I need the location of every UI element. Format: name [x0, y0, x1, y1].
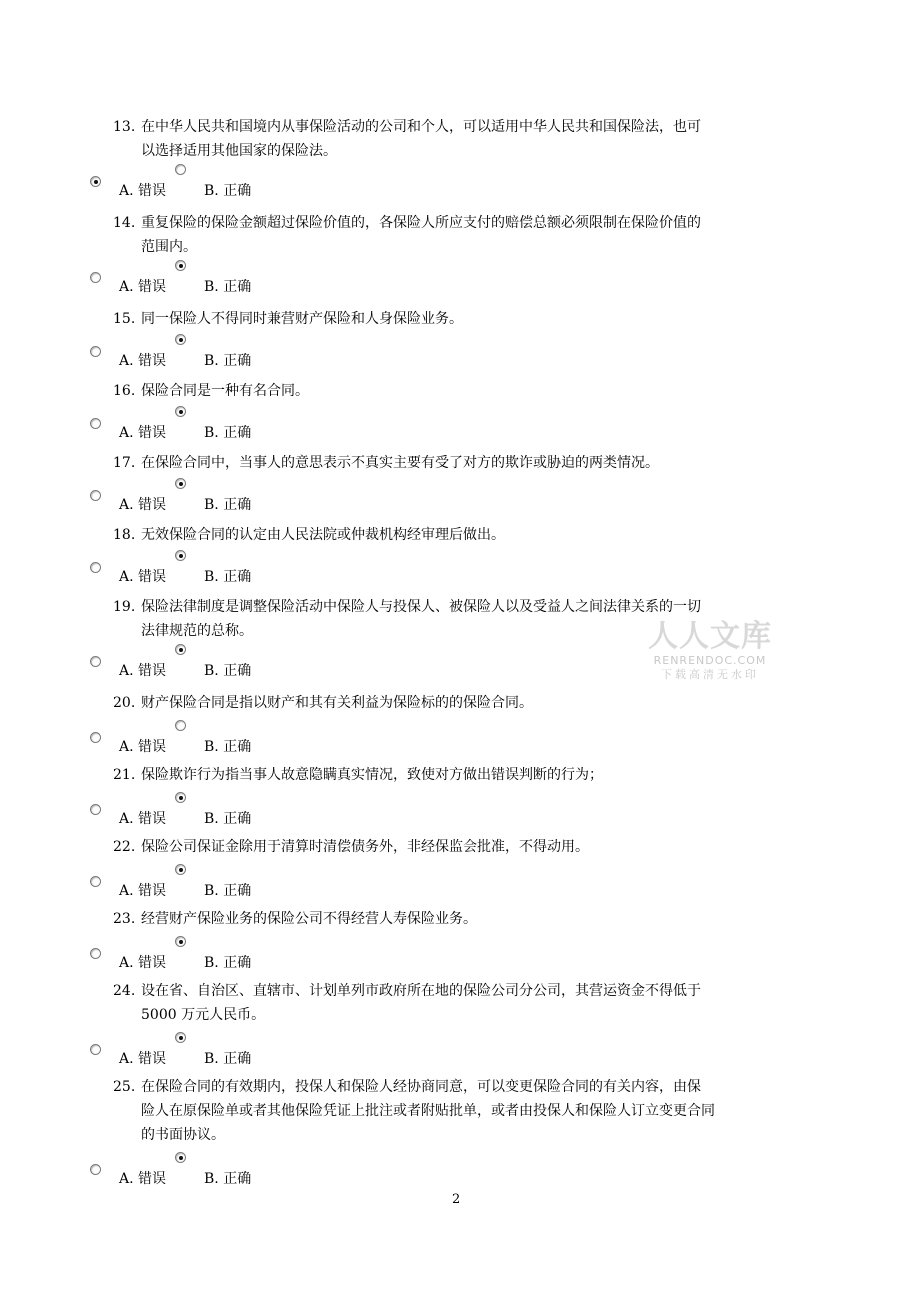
- question-text-line: 在中华人民共和国境内从事保险活动的公司和个人，可以适用中华人民共和国保险法，也可: [141, 119, 701, 135]
- radio-option-a[interactable]: [90, 1044, 101, 1055]
- question-text-line: 设在省、自治区、直辖市、计划单列市政府所在地的保险公司分公司，其营运资金不得低于: [141, 983, 701, 999]
- question-text-line: 以选择适用其他国家的保险法。: [141, 143, 337, 159]
- answer-options: [88, 176, 348, 202]
- radio-option-a[interactable]: [90, 948, 101, 959]
- question-number: 21.: [113, 767, 136, 783]
- question-18: [113, 523, 773, 547]
- radio-option-b[interactable]: [175, 936, 186, 947]
- option-a-label: A. 错误: [119, 279, 167, 295]
- watermark-title: 人人文库: [648, 619, 772, 654]
- answer-options: [88, 1044, 348, 1070]
- question-13: [113, 115, 773, 163]
- question-16: [113, 379, 773, 403]
- watermark: [648, 620, 772, 682]
- question-text-line: 同一保险人不得同时兼营财产保险和人身保险业务。: [141, 311, 463, 327]
- question-text-line: 的书面协议。: [141, 1127, 225, 1143]
- answer-options: [88, 732, 348, 758]
- page-number: 2: [452, 1192, 461, 1207]
- question-text-line: 保险法律制度是调整保险活动中保险人与投保人、被保险人以及受益人之间法律关系的一切: [141, 599, 701, 615]
- question-text-line: 无效保险合同的认定由人民法院或仲裁机构经审理后做出。: [141, 527, 505, 543]
- option-b-label: B. 正确: [204, 1171, 252, 1187]
- radio-option-a[interactable]: [90, 176, 101, 187]
- option-b-label: B. 正确: [204, 279, 252, 295]
- question-text-line: 范围内。: [141, 239, 197, 255]
- question-text-line: 保险公司保证金除用于清算时清偿债务外，非经保监会批准，不得动用。: [141, 839, 589, 855]
- question-number: 24.: [113, 983, 136, 999]
- question-number: 25.: [113, 1079, 136, 1095]
- option-a-label: A. 错误: [119, 569, 167, 585]
- question-text-line: 保险欺诈行为指当事人故意隐瞒真实情况，致使对方做出错误判断的行为；: [141, 767, 603, 783]
- radio-option-a[interactable]: [90, 418, 101, 429]
- question-25: [113, 1075, 773, 1147]
- question-number: 17.: [113, 455, 136, 471]
- radio-option-b[interactable]: [175, 864, 186, 875]
- radio-option-a[interactable]: [90, 1164, 101, 1175]
- answer-options: [88, 272, 348, 298]
- radio-option-b[interactable]: [175, 406, 186, 417]
- option-b-label: B. 正确: [204, 183, 252, 199]
- radio-option-a[interactable]: [90, 490, 101, 501]
- question-20: [113, 691, 773, 715]
- option-a-label: A. 错误: [119, 955, 167, 971]
- question-15: [113, 307, 773, 331]
- answer-options: [88, 656, 348, 682]
- question-text-line: 在保险合同的有效期内，投保人和保险人经协商同意，可以变更保险合同的有关内容，由保: [141, 1079, 701, 1095]
- option-b-label: B. 正确: [204, 497, 252, 513]
- radio-option-b[interactable]: [175, 334, 186, 345]
- radio-option-b[interactable]: [175, 550, 186, 561]
- radio-option-b[interactable]: [175, 164, 186, 175]
- answer-options: [88, 804, 348, 830]
- question-text-line: 在保险合同中，当事人的意思表示不真实主要有受了对方的欺诈或胁迫的两类情况。: [141, 455, 659, 471]
- option-b-label: B. 正确: [204, 955, 252, 971]
- option-a-label: A. 错误: [119, 663, 167, 679]
- question-text-line: 险人在原保险单或者其他保险凭证上批注或者附贴批单，或者由投保人和保险人订立变更合同: [141, 1103, 715, 1119]
- option-a-label: A. 错误: [119, 183, 167, 199]
- question-number: 18.: [113, 527, 136, 543]
- radio-option-a[interactable]: [90, 804, 101, 815]
- radio-option-a[interactable]: [90, 732, 101, 743]
- question-24: [113, 979, 773, 1027]
- question-number: 22.: [113, 839, 136, 855]
- answer-options: [88, 346, 348, 372]
- option-a-label: A. 错误: [119, 497, 167, 513]
- question-17: [113, 451, 773, 475]
- question-number: 14.: [113, 215, 136, 231]
- question-23: [113, 907, 773, 931]
- option-a-label: A. 错误: [119, 811, 167, 827]
- option-a-label: A. 错误: [119, 739, 167, 755]
- answer-options: [88, 876, 348, 902]
- option-a-label: A. 错误: [119, 1051, 167, 1067]
- radio-option-b[interactable]: [175, 720, 186, 731]
- question-22: [113, 835, 773, 859]
- radio-option-b[interactable]: [175, 260, 186, 271]
- question-text-line: 财产保险合同是指以财产和其有关利益为保险标的的保险合同。: [141, 695, 533, 711]
- question-number: 15.: [113, 311, 136, 327]
- answer-options: [88, 418, 348, 444]
- answer-options: [88, 948, 348, 974]
- radio-option-b[interactable]: [175, 478, 186, 489]
- option-b-label: B. 正确: [204, 569, 252, 585]
- question-text-line: 经营财产保险业务的保险公司不得经营人寿保险业务。: [141, 911, 477, 927]
- option-a-label: A. 错误: [119, 425, 167, 441]
- question-text-line: 重复保险的保险金额超过保险价值的，各保险人所应支付的赔偿总额必须限制在保险价值的: [141, 215, 701, 231]
- option-b-label: B. 正确: [204, 739, 252, 755]
- question-text-line: 法律规范的总称。: [141, 623, 253, 639]
- option-a-label: A. 错误: [119, 353, 167, 369]
- radio-option-a[interactable]: [90, 346, 101, 357]
- option-b-label: B. 正确: [204, 663, 252, 679]
- radio-option-a[interactable]: [90, 272, 101, 283]
- option-b-label: B. 正确: [204, 1051, 252, 1067]
- radio-option-b[interactable]: [175, 792, 186, 803]
- question-14: [113, 211, 773, 259]
- option-a-label: A. 错误: [119, 883, 167, 899]
- question-text-line: 保险合同是一种有名合同。: [141, 383, 309, 399]
- radio-option-a[interactable]: [90, 656, 101, 667]
- radio-option-b[interactable]: [175, 1032, 186, 1043]
- option-b-label: B. 正确: [204, 353, 252, 369]
- watermark-url: RENRENDOC.COM: [653, 654, 767, 667]
- radio-option-b[interactable]: [175, 644, 186, 655]
- answer-options: [88, 490, 348, 516]
- radio-option-a[interactable]: [90, 876, 101, 887]
- option-b-label: B. 正确: [204, 811, 252, 827]
- question-number: 16.: [113, 383, 136, 399]
- option-b-label: B. 正确: [204, 883, 252, 899]
- radio-option-b[interactable]: [175, 1152, 186, 1163]
- question-text-line: 5000 万元人民币。: [141, 1007, 266, 1023]
- radio-option-a[interactable]: [90, 562, 101, 573]
- question-number: 13.: [113, 119, 136, 135]
- question-number: 19.: [113, 599, 136, 615]
- question-21: [113, 763, 773, 787]
- option-b-label: B. 正确: [204, 425, 252, 441]
- answer-options: [88, 562, 348, 588]
- answer-options: [88, 1164, 348, 1190]
- watermark-slogan: 下载高清无水印: [661, 668, 759, 681]
- option-a-label: A. 错误: [119, 1171, 167, 1187]
- question-number: 20.: [113, 695, 136, 711]
- question-number: 23.: [113, 911, 136, 927]
